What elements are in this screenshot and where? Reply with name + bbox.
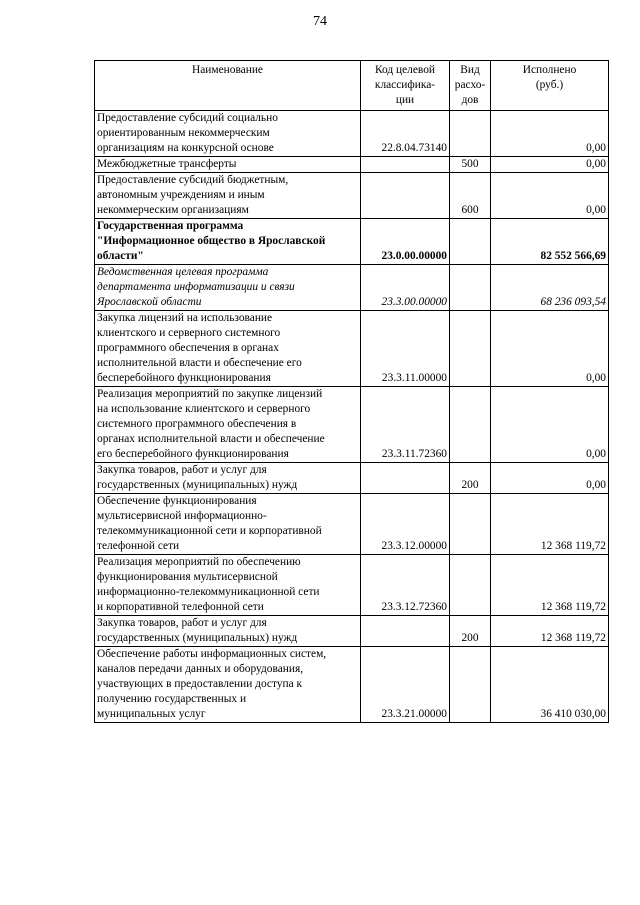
row-name: Межбюджетные трансферты [95, 157, 361, 173]
row-code: 23.3.00.00000 [361, 265, 450, 311]
row-code: 23.3.21.00000 [361, 647, 450, 723]
row-type: 600 [450, 173, 491, 219]
table-body [95, 111, 609, 723]
row-name: Государственная программа "Информационное общество в Ярославской области" [95, 219, 361, 265]
row-type [450, 387, 491, 463]
row-type [450, 555, 491, 616]
table-row [95, 555, 609, 616]
row-amount: 0,00 [491, 157, 609, 173]
header-name: Наименование [95, 61, 361, 111]
row-name: Ведомственная целевая программа департамента информатизации и связи Ярославской области [95, 265, 361, 311]
row-type [450, 311, 491, 387]
table-row [95, 111, 609, 157]
row-type: 200 [450, 463, 491, 494]
header-amount: Исполнено (руб.) [491, 61, 609, 111]
row-type [450, 111, 491, 157]
row-code: 22.8.04.73140 [361, 111, 450, 157]
row-name: Обеспечение работы информационных систем, каналов передачи данных и оборудования, участвующих в предоставлении доступа к получению государственных и муниципальных услуг [95, 647, 361, 723]
row-amount: 12 368 119,72 [491, 616, 609, 647]
row-amount: 12 368 119,72 [491, 555, 609, 616]
table-row [95, 173, 609, 219]
row-type [450, 494, 491, 555]
row-type: 200 [450, 616, 491, 647]
row-type: 500 [450, 157, 491, 173]
row-type [450, 219, 491, 265]
row-name: Предоставление субсидий социально ориентированным некоммерческим организациям на конкурсной основе [95, 111, 361, 157]
row-amount: 12 368 119,72 [491, 494, 609, 555]
row-amount: 36 410 030,00 [491, 647, 609, 723]
row-code [361, 157, 450, 173]
table-row [95, 311, 609, 387]
row-name: Предоставление субсидий бюджетным, автономным учреждениям и иным некоммерческим организациям [95, 173, 361, 219]
row-name: Закупка лицензий на использование клиентского и серверного системного программного обеспечения в органах исполнительной власти и обеспечение его бесперебойного функционирования [95, 311, 361, 387]
row-code: 23.3.11.72360 [361, 387, 450, 463]
row-code: 23.3.12.00000 [361, 494, 450, 555]
header-type: Вид расхо- дов [450, 61, 491, 111]
table-row [95, 219, 609, 265]
row-code: 23.3.12.72360 [361, 555, 450, 616]
table-row [95, 647, 609, 723]
table-row [95, 265, 609, 311]
table-row [95, 616, 609, 647]
row-name: Реализация мероприятий по обеспечению функционирования мультисервисной информационно-телекоммуникационной сети и корпоративной телефонной сети [95, 555, 361, 616]
row-amount: 0,00 [491, 463, 609, 494]
row-amount: 0,00 [491, 387, 609, 463]
row-type [450, 265, 491, 311]
table-row [95, 494, 609, 555]
row-code: 23.0.00.00000 [361, 219, 450, 265]
header-code: Код целевой классифика- ции [361, 61, 450, 111]
row-amount: 0,00 [491, 111, 609, 157]
row-name: Закупка товаров, работ и услуг для государственных (муниципальных) нужд [95, 616, 361, 647]
page-number: 74 [313, 14, 327, 29]
table-header-row [95, 61, 609, 111]
row-code: 23.3.11.00000 [361, 311, 450, 387]
row-code [361, 173, 450, 219]
table-row [95, 463, 609, 494]
table-row [95, 387, 609, 463]
row-type [450, 647, 491, 723]
row-amount: 0,00 [491, 173, 609, 219]
budget-table [94, 60, 609, 723]
row-amount: 0,00 [491, 311, 609, 387]
row-name: Закупка товаров, работ и услуг для государственных (муниципальных) нужд [95, 463, 361, 494]
row-code [361, 616, 450, 647]
row-name: Обеспечение функционирования мультисервисной информационно- телекоммуникационной сети и корпоративной телефонной сети [95, 494, 361, 555]
table-row [95, 157, 609, 173]
row-amount: 82 552 566,69 [491, 219, 609, 265]
row-name: Реализация мероприятий по закупке лицензий на использование клиентского и серверного системного программного обеспечения в органах исполнительной власти и обеспечение его бесперебойного функционирования [95, 387, 361, 463]
row-code [361, 463, 450, 494]
row-amount: 68 236 093,54 [491, 265, 609, 311]
